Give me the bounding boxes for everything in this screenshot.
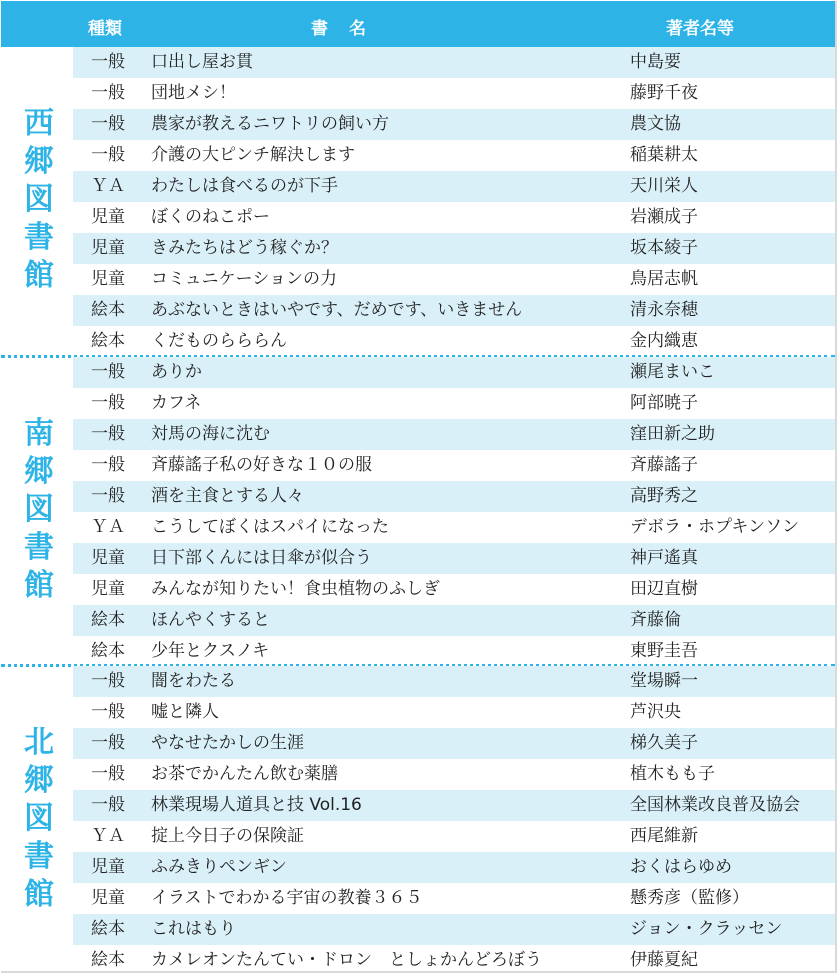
book-author: 全国林業改良普及協会 (630, 795, 800, 815)
book-type: 一般 (91, 362, 125, 382)
table-row (73, 636, 835, 667)
book-title: 団地メシ！ (151, 83, 236, 103)
book-title: カフネ (151, 393, 202, 413)
table-row (73, 852, 835, 883)
book-author: 藤野千夜 (630, 83, 698, 103)
book-title: やなせたかしの生涯 (151, 733, 304, 753)
book-author: 斉藤倫 (630, 610, 681, 630)
book-author: 西尾維新 (630, 826, 698, 846)
book-title: 少年とクスノキ (151, 641, 270, 661)
table-row (73, 78, 835, 109)
book-type: ＹＡ (91, 826, 125, 846)
book-type: 児童 (91, 888, 125, 908)
book-title: 口出し屋お貫 (151, 52, 253, 72)
book-author: 天川栄人 (630, 176, 698, 196)
book-type: 絵本 (91, 950, 125, 970)
book-title: くだものらららん (151, 331, 287, 351)
table-row (73, 821, 835, 852)
table-row (73, 666, 835, 697)
book-title: ありか (151, 362, 202, 382)
book-type: 一般 (91, 486, 125, 506)
book-author: 清永奈穂 (630, 300, 698, 320)
book-title: 闇をわたる (151, 671, 236, 691)
book-author: 植木もも子 (630, 764, 715, 784)
book-title: コミュニケーションの力 (151, 269, 337, 289)
book-author: デボラ・ホプキンソン (630, 517, 800, 537)
book-type: 一般 (91, 424, 125, 444)
book-author: 斉藤謠子 (630, 455, 698, 475)
book-title: 斉藤謠子私の好きな１０の服 (151, 455, 372, 475)
table-row (73, 728, 835, 759)
book-author: 鳥居志帆 (630, 269, 698, 289)
table-row (73, 543, 835, 574)
library-section-south (1, 357, 835, 667)
book-type: 児童 (91, 548, 125, 568)
table-row (73, 109, 835, 140)
book-type: 児童 (91, 579, 125, 599)
table-row (73, 295, 835, 326)
book-author: 田辺直樹 (630, 579, 698, 599)
book-author: 東野圭吾 (630, 641, 698, 661)
book-title: 酒を主食とする人々 (151, 486, 304, 506)
book-title: 嘘と隣人 (151, 702, 219, 722)
book-author: 金内織恵 (630, 331, 698, 351)
table-row (73, 357, 835, 388)
table-header (1, 1, 835, 47)
book-rows (73, 357, 835, 667)
header-title: 書 名 (311, 19, 368, 39)
table-row (73, 202, 835, 233)
book-type: 一般 (91, 83, 125, 103)
table-row (73, 233, 835, 264)
book-author: 坂本綾子 (630, 238, 698, 258)
library-section-north (1, 666, 835, 976)
book-title: カメレオンたんてい・ドロン としょかんどろぼう (151, 950, 542, 970)
book-author: ジョン・クラッセン (630, 919, 783, 939)
book-title: こうしてぼくはスパイになった (151, 517, 389, 537)
book-title: みんなが知りたい！食虫植物のふしぎ (151, 579, 440, 599)
library-section-west (1, 47, 835, 357)
book-author: 伊藤夏紀 (630, 950, 698, 970)
book-title: お茶でかんたん飲む薬膳 (151, 764, 338, 784)
book-title: イラストでわかる宇宙の教養３６５ (151, 888, 423, 908)
book-author: 高野秀之 (630, 486, 698, 506)
book-title: 対馬の海に沈む (151, 424, 270, 444)
book-type: 児童 (91, 238, 125, 258)
table-row (73, 481, 835, 512)
book-author: 窪田新之助 (630, 424, 715, 444)
table-row (73, 945, 835, 976)
book-title: ぼくのねこポー (151, 207, 270, 227)
table-row (73, 388, 835, 419)
book-author: 岩瀬成子 (630, 207, 698, 227)
book-title: 掟上今日子の保険証 (151, 826, 304, 846)
book-rows (73, 47, 835, 357)
book-title: ふみきりペンギン (151, 857, 287, 877)
book-author: 阿部暁子 (630, 393, 698, 413)
book-type: 児童 (91, 207, 125, 227)
table-row (73, 264, 835, 295)
book-title: わたしは食べるのが下手 (151, 176, 338, 196)
book-type: 一般 (91, 145, 125, 165)
table-row (73, 326, 835, 357)
table-row (73, 883, 835, 914)
book-type: 絵本 (91, 919, 125, 939)
book-title: 日下部くんには日傘が似合う (151, 548, 372, 568)
table-row (73, 574, 835, 605)
book-author: 農文協 (630, 114, 681, 134)
book-type: 一般 (91, 733, 125, 753)
book-type: 一般 (91, 393, 125, 413)
book-author: 瀬尾まいこ (630, 362, 715, 382)
table-row (73, 140, 835, 171)
table-row (73, 419, 835, 450)
header-author: 著者名等 (666, 19, 734, 39)
book-title: きみたちはどう稼ぐか？ (151, 238, 338, 258)
book-type: 児童 (91, 857, 125, 877)
book-type: 絵本 (91, 610, 125, 630)
book-type: 児童 (91, 269, 125, 289)
book-author: 梯久美子 (630, 733, 698, 753)
book-type: 一般 (91, 114, 125, 134)
book-type: ＹＡ (91, 517, 125, 537)
book-author: 堂場瞬一 (630, 671, 698, 691)
table-row (73, 171, 835, 202)
book-type: 絵本 (91, 331, 125, 351)
book-type: 一般 (91, 671, 125, 691)
book-title: これはもり (151, 919, 236, 939)
book-list-table (1, 1, 837, 973)
table-row (73, 914, 835, 945)
book-type: 一般 (91, 52, 125, 72)
table-row (73, 759, 835, 790)
book-title: 林業現場人道具と技 Vol.16 (151, 795, 362, 815)
book-title: 農家が教えるニワトリの飼い方 (151, 114, 389, 134)
book-type: 一般 (91, 764, 125, 784)
library-name: 西 郷 図 書 館 (24, 106, 54, 293)
header-type: 種類 (88, 19, 122, 39)
book-type: 一般 (91, 795, 125, 815)
book-title: ほんやくすると (151, 610, 270, 630)
table-row (73, 47, 835, 78)
book-author: 懸秀彦（監修） (630, 888, 749, 908)
book-author: 芦沢央 (630, 702, 681, 722)
book-type: 一般 (91, 455, 125, 475)
book-author: おくはらゆめ (630, 857, 732, 877)
book-author: 稲葉耕太 (630, 145, 698, 165)
table-row (73, 450, 835, 481)
library-name: 北 郷 図 書 館 (24, 725, 54, 912)
book-author: 中島要 (630, 52, 681, 72)
library-name: 南 郷 図 書 館 (24, 416, 54, 603)
book-type: 絵本 (91, 641, 125, 661)
book-title: あぶないときはいやです、だめです、いきません (151, 300, 523, 320)
table-row (73, 790, 835, 821)
table-row (73, 605, 835, 636)
book-rows (73, 666, 835, 976)
book-title: 介護の大ピンチ解決します (151, 145, 355, 165)
book-type: ＹＡ (91, 176, 125, 196)
book-type: 絵本 (91, 300, 125, 320)
book-author: 神戸遙真 (630, 548, 698, 568)
book-type: 一般 (91, 702, 125, 722)
table-row (73, 697, 835, 728)
table-row (73, 512, 835, 543)
